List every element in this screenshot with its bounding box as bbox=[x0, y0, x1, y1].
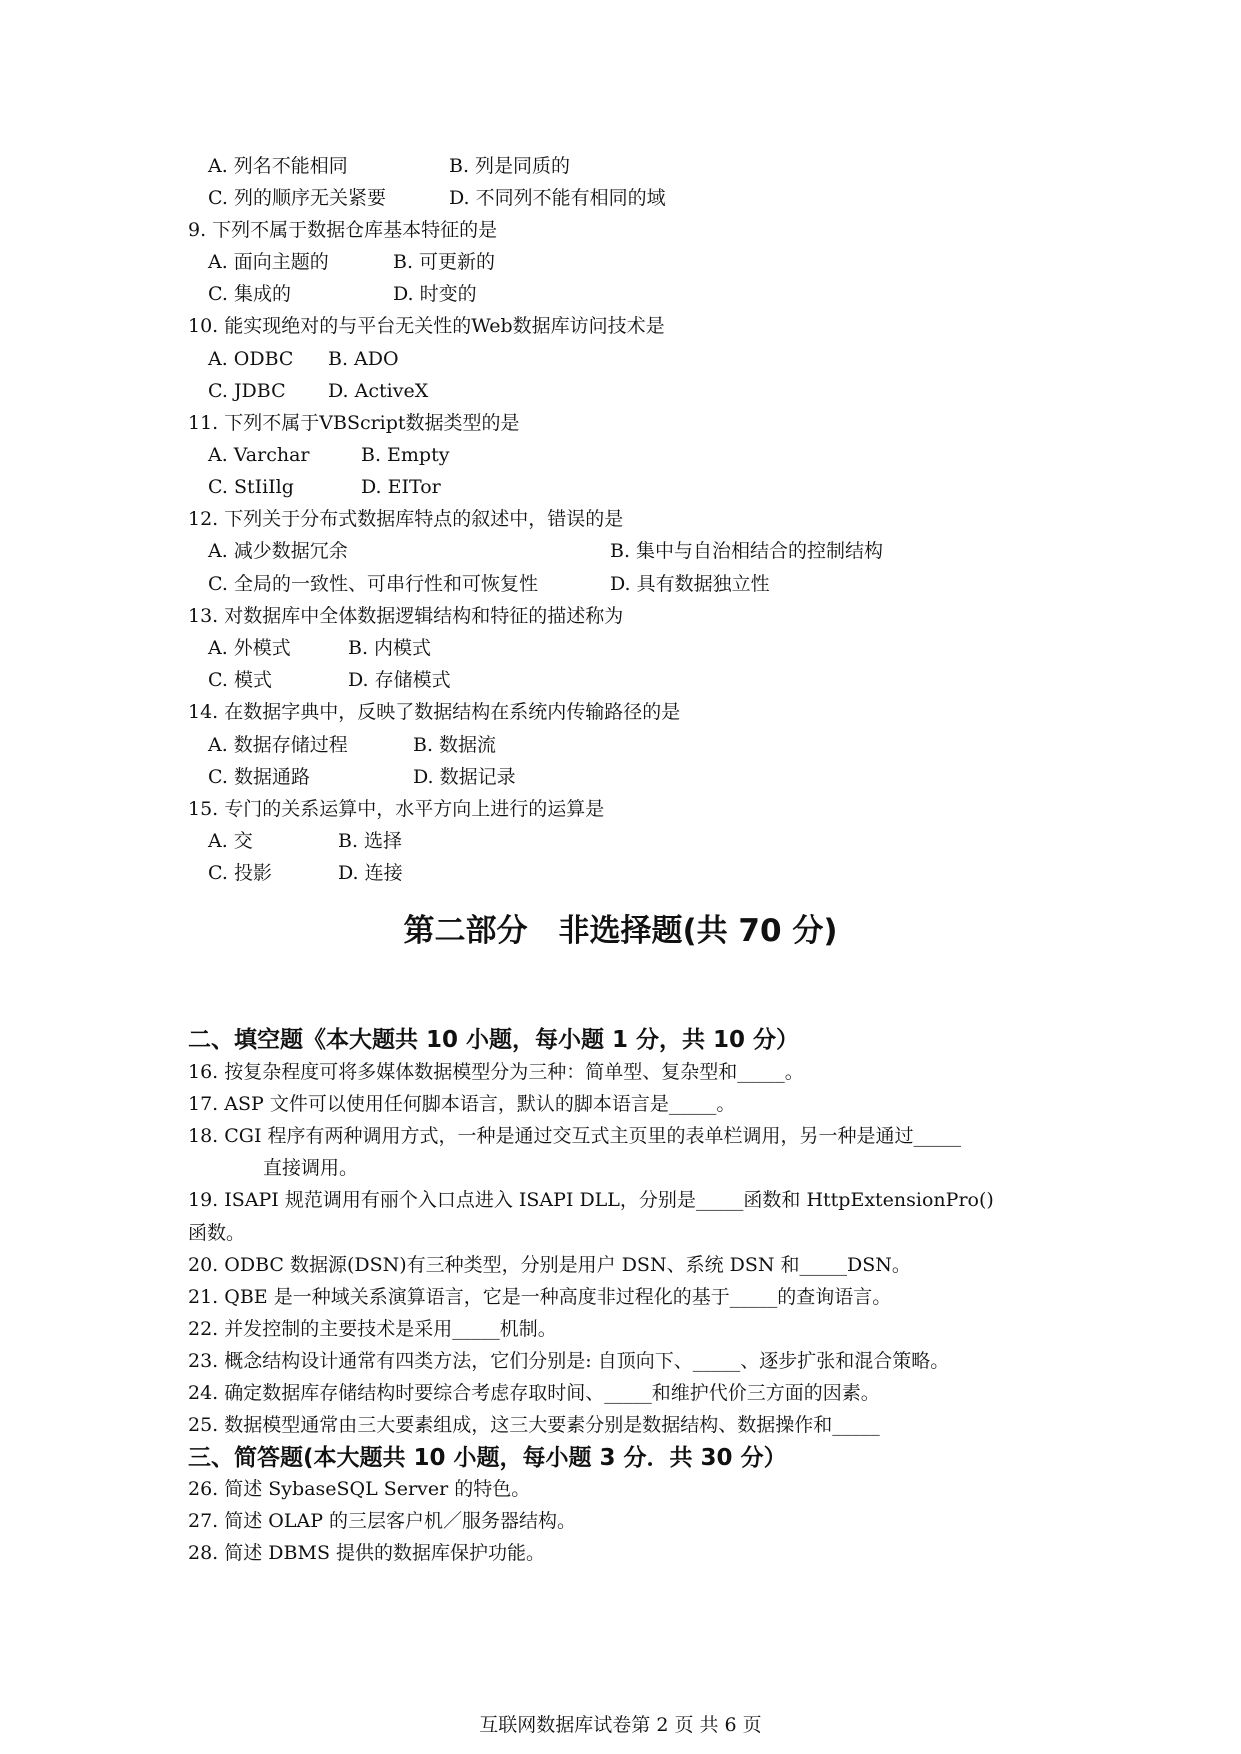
question-11-stem: 11. 下列不属于VBScript数据类型的是 bbox=[188, 412, 520, 434]
page-footer: 互联网数据库试卷第 2 页 共 6 页 bbox=[479, 1714, 762, 1736]
q8-option-d: D. 不同列不能有相同的域 bbox=[449, 187, 666, 209]
q13-option-c: C. 模式 bbox=[208, 669, 272, 691]
q14-option-c: C. 数据通路 bbox=[208, 766, 310, 788]
q13-option-a: A. 外模式 bbox=[208, 637, 291, 659]
q12-option-d: D. 具有数据独立性 bbox=[610, 573, 770, 595]
q11-option-c: C. StIiIlg bbox=[208, 476, 294, 498]
short-answer-heading: 三、简答题(本大题共 10 小题，每小题 3 分．共 30 分） bbox=[188, 1445, 787, 1471]
question-20: 20. ODBC 数据源(DSN)有三种类型，分别是用户 DSN、系统 DSN 和_____DSN。 bbox=[188, 1254, 911, 1276]
q9-option-d: D. 时变的 bbox=[393, 283, 477, 305]
q14-option-d: D. 数据记录 bbox=[413, 766, 516, 788]
question-19-continued: 函数。 bbox=[188, 1222, 246, 1244]
question-25: 25. 数据模型通常由三大要素组成，这三大要素分别是数据结构、数据操作和_____ bbox=[188, 1414, 880, 1436]
q15-option-d: D. 连接 bbox=[338, 862, 403, 884]
q14-option-b: B. 数据流 bbox=[413, 734, 497, 756]
q11-option-d: D. EITor bbox=[361, 476, 441, 498]
q9-option-a: A. 面向主题的 bbox=[208, 251, 329, 273]
q8-option-b: B. 列是同质的 bbox=[449, 155, 571, 177]
q12-option-c: C. 全局的一致性、可串行性和可恢复性 bbox=[208, 573, 538, 595]
question-18: 18. CGI 程序有两种调用方式，一种是通过交互式主页里的表单栏调用，另一种是通过_____ bbox=[188, 1125, 962, 1147]
question-17: 17. ASP 文件可以使用任何脚本语言，默认的脚本语言是_____。 bbox=[188, 1093, 736, 1115]
q10-option-a: A. ODBC bbox=[208, 348, 294, 370]
question-18-continued: 直接调用。 bbox=[263, 1157, 359, 1179]
q15-option-b: B. 选择 bbox=[338, 830, 403, 852]
question-26: 26. 简述 SybaseSQL Server 的特色。 bbox=[188, 1478, 531, 1500]
question-16: 16. 按复杂程度可将多媒体数据模型分为三种：简单型、复杂型和_____。 bbox=[188, 1061, 804, 1083]
q15-option-a: A. 交 bbox=[208, 830, 253, 852]
question-14-stem: 14. 在数据字典中，反映了数据结构在系统内传输路径的是 bbox=[188, 701, 681, 723]
q10-option-b: B. ADO bbox=[328, 348, 399, 370]
q11-option-a: A. Varchar bbox=[208, 444, 310, 466]
question-19: 19. ISAPI 规范调用有丽个入口点进入 ISAPI DLL，分别是_____函数和 HttpExtensionPro() bbox=[188, 1189, 994, 1211]
q9-option-c: C. 集成的 bbox=[208, 283, 291, 305]
question-21: 21. QBE 是一种域关系演算语言，它是一种高度非过程化的基于_____的查询语言。 bbox=[188, 1286, 892, 1308]
question-28: 28. 简述 DBMS 提供的数据库保护功能。 bbox=[188, 1542, 546, 1564]
q8-option-c: C. 列的顺序无关紧要 bbox=[208, 187, 386, 209]
q11-option-b: B. Empty bbox=[361, 444, 450, 466]
question-22: 22. 并发控制的主要技术是采用_____机制。 bbox=[188, 1318, 557, 1340]
question-10-stem: 10. 能实现绝对的与平台无关性的Web数据库访问技术是 bbox=[188, 315, 665, 337]
q13-option-d: D. 存储模式 bbox=[348, 669, 451, 691]
q9-option-b: B. 可更新的 bbox=[393, 251, 496, 273]
q15-option-c: C. 投影 bbox=[208, 862, 272, 884]
part-two-title: 第二部分 非选择题(共 70 分) bbox=[403, 913, 838, 949]
q12-option-b: B. 集中与自治相结合的控制结构 bbox=[610, 540, 884, 562]
question-12-stem: 12. 下列关于分布式数据库特点的叙述中，错误的是 bbox=[188, 508, 624, 530]
q10-option-d: D. ActiveX bbox=[328, 380, 429, 402]
question-9-stem: 9. 下列不属于数据仓库基本特征的是 bbox=[188, 219, 498, 241]
q14-option-a: A. 数据存储过程 bbox=[208, 734, 348, 756]
question-23: 23. 概念结构设计通常有四类方法，它们分别是: 自顶向下、_____、逐步扩张和混合策略。 bbox=[188, 1350, 950, 1372]
question-27: 27. 简述 OLAP 的三层客户机／服务器结构。 bbox=[188, 1510, 577, 1532]
q12-option-a: A. 减少数据冗余 bbox=[208, 540, 348, 562]
question-13-stem: 13. 对数据库中全体数据逻辑结构和特征的描述称为 bbox=[188, 605, 624, 627]
q10-option-c: C. JDBC bbox=[208, 380, 286, 402]
question-15-stem: 15. 专门的关系运算中，水平方向上进行的运算是 bbox=[188, 798, 605, 820]
question-24: 24. 确定数据库存储结构时要综合考虑存取时间、_____和维护代价三方面的因素。 bbox=[188, 1382, 880, 1404]
fill-blank-heading: 二、填空题《本大题共 10 小题，每小题 1 分，共 10 分） bbox=[188, 1027, 800, 1053]
q13-option-b: B. 内模式 bbox=[348, 637, 432, 659]
q8-option-a: A. 列名不能相同 bbox=[208, 155, 348, 177]
